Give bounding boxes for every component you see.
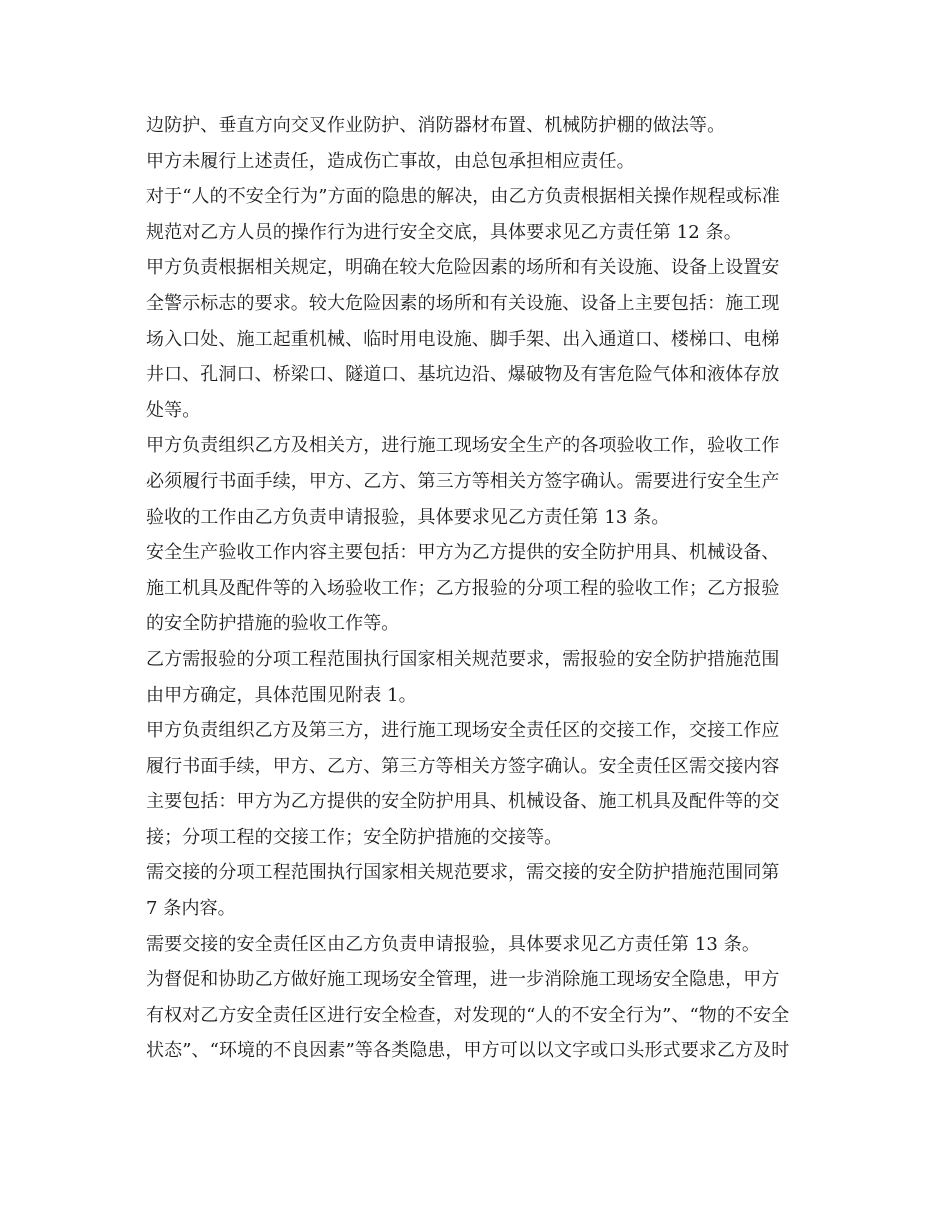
text-line: 井口、孔洞口、桥梁口、隧道口、基坑边沿、爆破物及有害危险气体和液体存放 — [146, 364, 780, 386]
text-line: 安全生产验收工作内容主要包括：甲方为乙方提供的安全防护用具、机械设备、 — [146, 542, 780, 564]
text-line: 履行书面手续，甲方、乙方、第三方等相关方签字确认。安全责任区需交接内容 — [146, 755, 780, 777]
text-line: 状态”、“环境的不良因素”等各类隐患，甲方可以以文字或口头形式要求乙方及时 — [146, 1040, 790, 1062]
text-line: 有权对乙方安全责任区进行安全检查，对发现的“人的不安全行为”、“物的不安全 — [146, 1004, 790, 1026]
text-line: 主要包括：甲方为乙方提供的安全防护用具、机械设备、施工机具及配件等的交 — [146, 791, 780, 813]
text-line: 处等。 — [146, 399, 201, 421]
text-line: 接；分项工程的交接工作；安全防护措施的交接等。 — [146, 826, 563, 848]
text-line: 甲方负责组织乙方及相关方，进行施工现场安全生产的各项验收工作，验收工作 — [146, 435, 780, 457]
text-line: 规范对乙方人员的操作行为进行安全交底，具体要求见乙方责任第 12 条。 — [146, 221, 742, 243]
text-line: 场入口处、施工起重机械、临时用电设施、脚手架、出入通道口、楼梯口、电梯 — [146, 328, 780, 350]
text-line: 甲方负责根据相关规定，明确在较大危险因素的场所和有关设施、设备上设置安 — [146, 257, 780, 279]
text-line: 必须履行书面手续，甲方、乙方、第三方等相关方签字确认。需要进行安全生产 — [146, 470, 780, 492]
document-body — [146, 108, 806, 1069]
text-line: 验收的工作由乙方负责申请报验，具体要求见乙方责任第 13 条。 — [146, 506, 670, 528]
text-line: 的安全防护措施的验收工作等。 — [146, 613, 400, 635]
text-line: 7 条内容。 — [146, 898, 236, 920]
text-line: 甲方负责组织乙方及第三方，进行施工现场安全责任区的交接工作，交接工作应 — [146, 720, 780, 742]
text-line: 为督促和协助乙方做好施工现场安全管理，进一步消除施工现场安全隐患，甲方 — [146, 969, 780, 991]
text-line: 全警示标志的要求。较大危险因素的场所和有关设施、设备上主要包括：施工现 — [146, 292, 780, 314]
text-line: 乙方需报验的分项工程范围执行国家相关规范要求，需报验的安全防护措施范围 — [146, 648, 780, 670]
text-line: 施工机具及配件等的入场验收工作；乙方报验的分项工程的验收工作；乙方报验 — [146, 577, 780, 599]
text-line: 对于“人的不安全行为”方面的隐患的解决，由乙方负责根据相关操作规程或标准 — [146, 186, 781, 208]
text-line: 需要交接的安全责任区由乙方负责申请报验，具体要求见乙方责任第 13 条。 — [146, 933, 760, 955]
text-line: 由甲方确定，具体范围见附表 1。 — [146, 684, 417, 706]
text-line: 甲方未履行上述责任，造成伤亡事故，由总包承担相应责任。 — [146, 150, 635, 172]
text-line: 需交接的分项工程范围执行国家相关规范要求，需交接的安全防护措施范围同第 — [146, 862, 780, 884]
text-line: 边防护、垂直方向交叉作业防护、消防器材布置、机械防护棚的做法等。 — [146, 115, 726, 136]
